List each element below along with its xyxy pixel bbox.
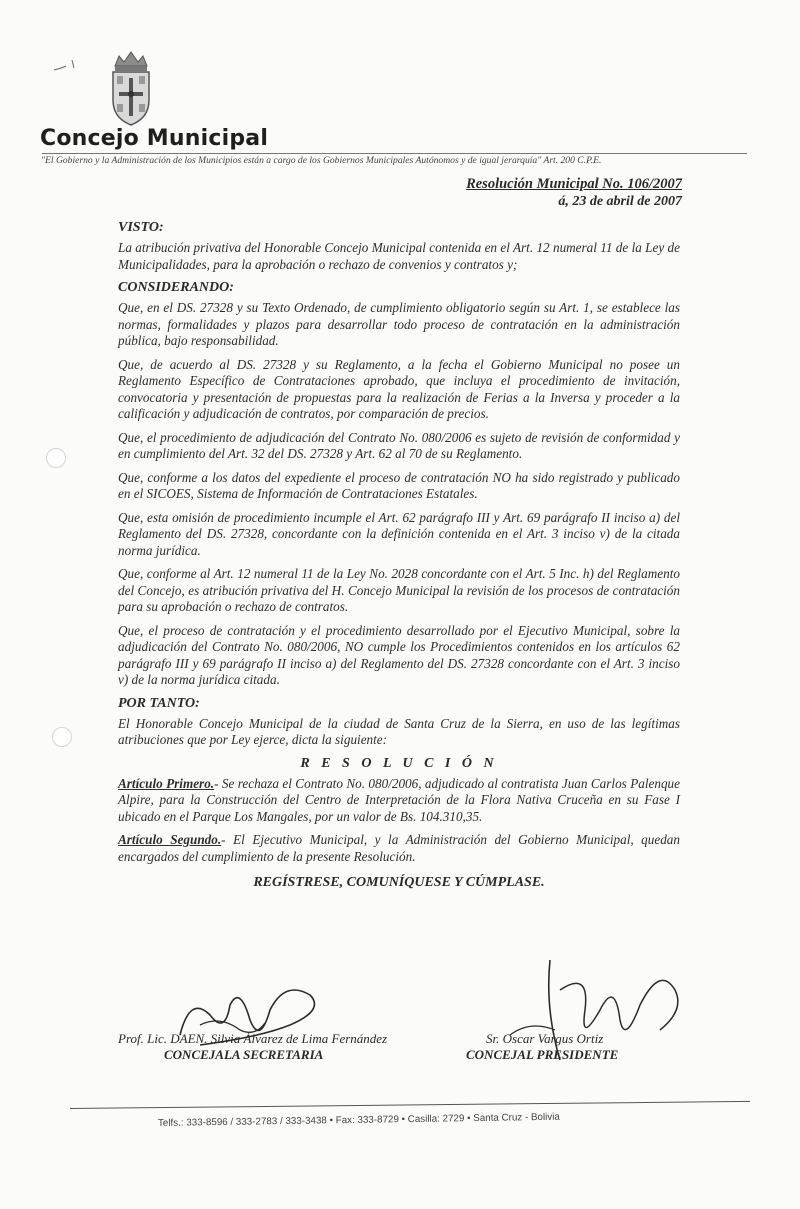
considerando-paragraph: Que, el proceso de contratación y el procedimiento desarrollado por el Ejecutivo Municipal, sobre la adjudicación del Contrato No. 080/2006, NO cumple los Procedimientos contenidos en los artículos 62 parágrafo III y 69 parágrafo II inciso a) del Reglamento del DS. 27328 concordante con el Art. 3 inciso v) de la norma jurídica citada.: [118, 622, 680, 687]
signatory-left-role: CONCEJALA SECRETARIA: [164, 1047, 324, 1062]
organization-name: Concejo Municipal: [40, 126, 269, 151]
resolution-date: á, 23 de abril de 2007: [558, 194, 682, 209]
considerando-paragraph: Que, en el DS. 27328 y su Texto Ordenado, de cumplimiento obligatorio según su Art. 1, se establece las normas, formalidades y plazos para desarrollar todo proceso de contratación en la administración pública, bajo responsabilidad.: [118, 300, 680, 348]
closing-formula: REGÍSTRESE, COMUNÍQUESE Y CÚMPLASE.: [253, 875, 545, 890]
pen-mark: [52, 58, 82, 74]
portanto-paragraph: El Honorable Concejo Municipal de la ciudad de Santa Cruz de la Sierra, en uso de las legítimas atribuciones que por Ley ejerce, dicta la siguiente:: [118, 715, 680, 747]
signatory-right-role: CONCEJAL PRESIDENTE: [466, 1047, 619, 1062]
signatory-left-name: Prof. Lic. DAEN. Silvia Álvarez de Lima Fernández: [118, 1031, 388, 1046]
article-second-text: - El Ejecutivo Municipal, y la Administración del Gobierno Municipal, quedan encargados del cumplimiento de la presente Resolución.: [118, 832, 680, 864]
visto-paragraph: La atribución privativa del Honorable Concejo Municipal contenida en el Art. 12 numeral 11 de la Ley de Municipalidades, para la aprobación o rechazo de convenios y contratos y;: [118, 240, 680, 272]
punch-hole: [46, 448, 66, 468]
considerando-paragraph: Que, conforme a los datos del expediente el proceso de contratación NO ha sido registrado y publicado en el SICOES, Sistema de Información de Contrataciones Estatales.: [118, 469, 680, 501]
resolution-title: R E S O L U C I Ó N: [300, 755, 498, 771]
article-first: [118, 776, 680, 826]
article-first-label: Artículo Primero.: [118, 775, 215, 791]
coat-of-arms-icon: [105, 48, 157, 128]
signatory-right-name: Sr. Oscar Vargus Ortiz: [486, 1031, 604, 1046]
document-body: [118, 214, 680, 891]
portanto-heading: POR TANTO:: [118, 695, 200, 711]
article-second: [118, 832, 680, 865]
motto: "El Gobierno y la Administración de los Municipios están a cargo de los Gobiernos Municipales Autónomos y de igual jerarquía" Art. 200 C.P.E.: [41, 155, 602, 166]
header-divider: [42, 153, 747, 154]
resolution-number: Resolución Municipal No. 106/2007: [466, 176, 682, 192]
punch-hole: [52, 727, 72, 747]
considerando-paragraph: Que, el procedimiento de adjudicación del Contrato No. 080/2006 es sujeto de revisión de conformidad y en cumplimiento del Art. 32 del DS. 27328 y Art. 62 al 70 de su Reglamento.: [118, 429, 680, 461]
footer-divider: [70, 1101, 750, 1109]
considerando-paragraph: Que, esta omisión de procedimiento incumple el Art. 62 parágrafo III y Art. 69 parágrafo II inciso a) del Reglamento del DS. 27328, concordante con la definición contenida en el Art. 3 inciso v) de la citada norma jurídica.: [118, 509, 680, 558]
visto-heading: VISTO:: [118, 220, 164, 235]
article-second-label: Artículo Segundo.: [118, 832, 222, 847]
considerando-paragraph: Que, conforme al Art. 12 numeral 11 de la Ley No. 2028 concordante con el Art. 5 Inc. h) del Reglamento del Concejo, es atribución privativa del H. Concejo Municipal la revisión de los procesos de contratación para su aprobación o rechazo de contratos.: [118, 566, 680, 614]
article-first-text: - Se rechaza el Contrato No. 080/2006, adjudicado al contratista Juan Carlos Palenque Alpire, para la Construcción del Centro de Interpretación de la Flora Nativa Cruceña en su Fase I ubicado en el Parque Los Mangales, por un valor de Bs. 104.310,35.: [118, 775, 680, 824]
footer-contact: Telfs.: 333-8596 / 333-2783 / 333-3438 • Fax: 333-8729 • Casilla: 2729 • Santa Cruz - Bolivia: [157, 1111, 560, 1129]
considerando-paragraph: Que, de acuerdo al DS. 27328 y su Reglamento, a la fecha el Gobierno Municipal no posee un Reglamento Específico de Contrataciones aprobado, que incluya el procedimiento de invitación, convocatoria y presentación de propuestas para la realización de Ferias a la Inversa y proceder a la calificación y adjudicación de contratos, por comparación de precios.: [118, 356, 680, 421]
considerando-heading: CONSIDERANDO:: [118, 280, 234, 295]
